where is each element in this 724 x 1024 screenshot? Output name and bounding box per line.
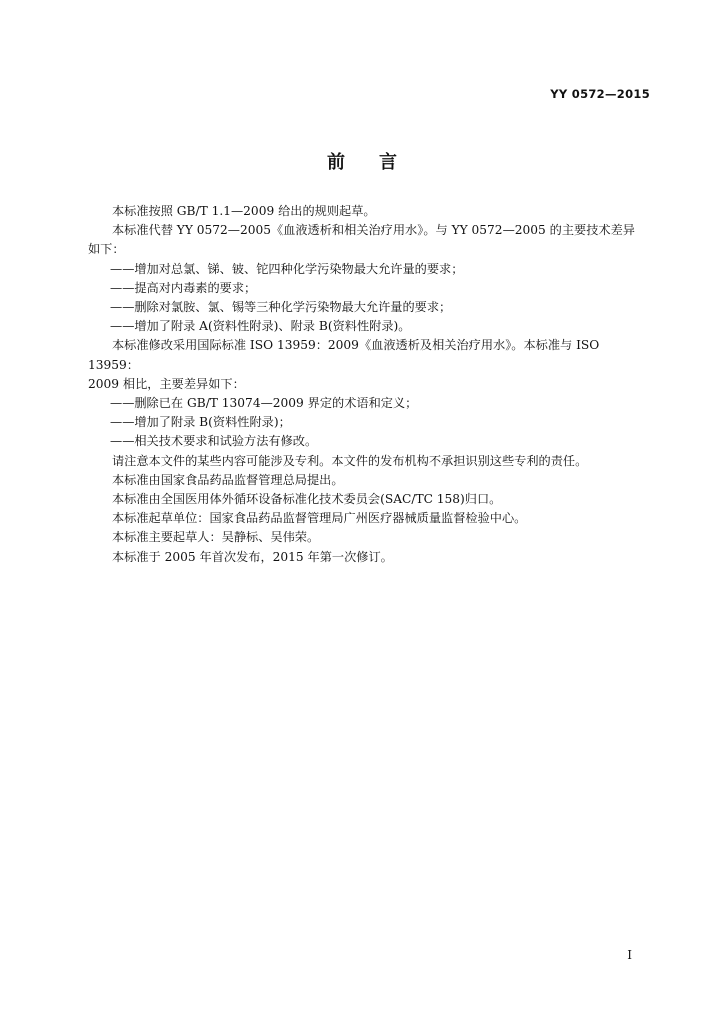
paragraph-iso-line2: 2009 相比，主要差异如下： — [88, 376, 245, 391]
paragraph-patent-notice: 请注意本文件的某些内容可能涉及专利。本文件的发布机构不承担识别这些专利的责任。 — [112, 453, 588, 468]
list-item: ——提高对内毒素的要求； — [110, 280, 257, 295]
page-number: I — [627, 948, 632, 962]
list-item: ——增加了附录 A(资料性附录)、附录 B(资料性附录)。 — [110, 319, 411, 334]
list-item: ——删除已在 GB/T 13074—2009 界定的术语和定义； — [110, 396, 418, 411]
paragraph-proposer: 本标准由国家食品药品监督管理总局提出。 — [112, 472, 344, 487]
paragraph-committee: 本标准由全国医用体外循环设备标准化技术委员会(SAC/TC 158)归口。 — [112, 492, 502, 507]
list-item: ——删除对氯胺、氯、锡等三种化学污染物最大允许量的要求； — [110, 300, 452, 315]
document-body — [88, 202, 650, 567]
list-item: ——增加对总氯、锑、铍、铊四种化学污染物最大允许量的要求； — [110, 261, 464, 276]
paragraph-iso-line1: 本标准修改采用国际标准 ISO 13959：2009《血液透析及相关治疗用水》。本标准与 ISO 13959： — [88, 338, 604, 372]
page-title: 前言 — [327, 152, 431, 173]
paragraph-history: 本标准于 2005 年首次发布，2015 年第一次修订。 — [112, 549, 393, 564]
paragraph-drafting-rule: 本标准按照 GB/T 1.1—2009 给出的规则起草。 — [112, 204, 376, 218]
standard-code: YY 0572—2015 — [550, 87, 650, 101]
paragraph-drafters: 本标准主要起草人：吴静标、吴伟荣。 — [112, 530, 320, 545]
paragraph-replacement-line1: 本标准代替 YY 0572—2005《血液透析和相关治疗用水》。与 YY 0572—2005 的主要技术差异 — [112, 223, 635, 238]
list-item: ——相关技术要求和试验方法有修改。 — [110, 434, 318, 449]
paragraph-drafting-unit: 本标准起草单位：国家食品药品监督管理局广州医疗器械质量监督检验中心。 — [112, 511, 527, 526]
paragraph-replacement-line2: 如下： — [88, 242, 125, 257]
list-item: ——增加了附录 B(资料性附录)； — [110, 415, 291, 430]
